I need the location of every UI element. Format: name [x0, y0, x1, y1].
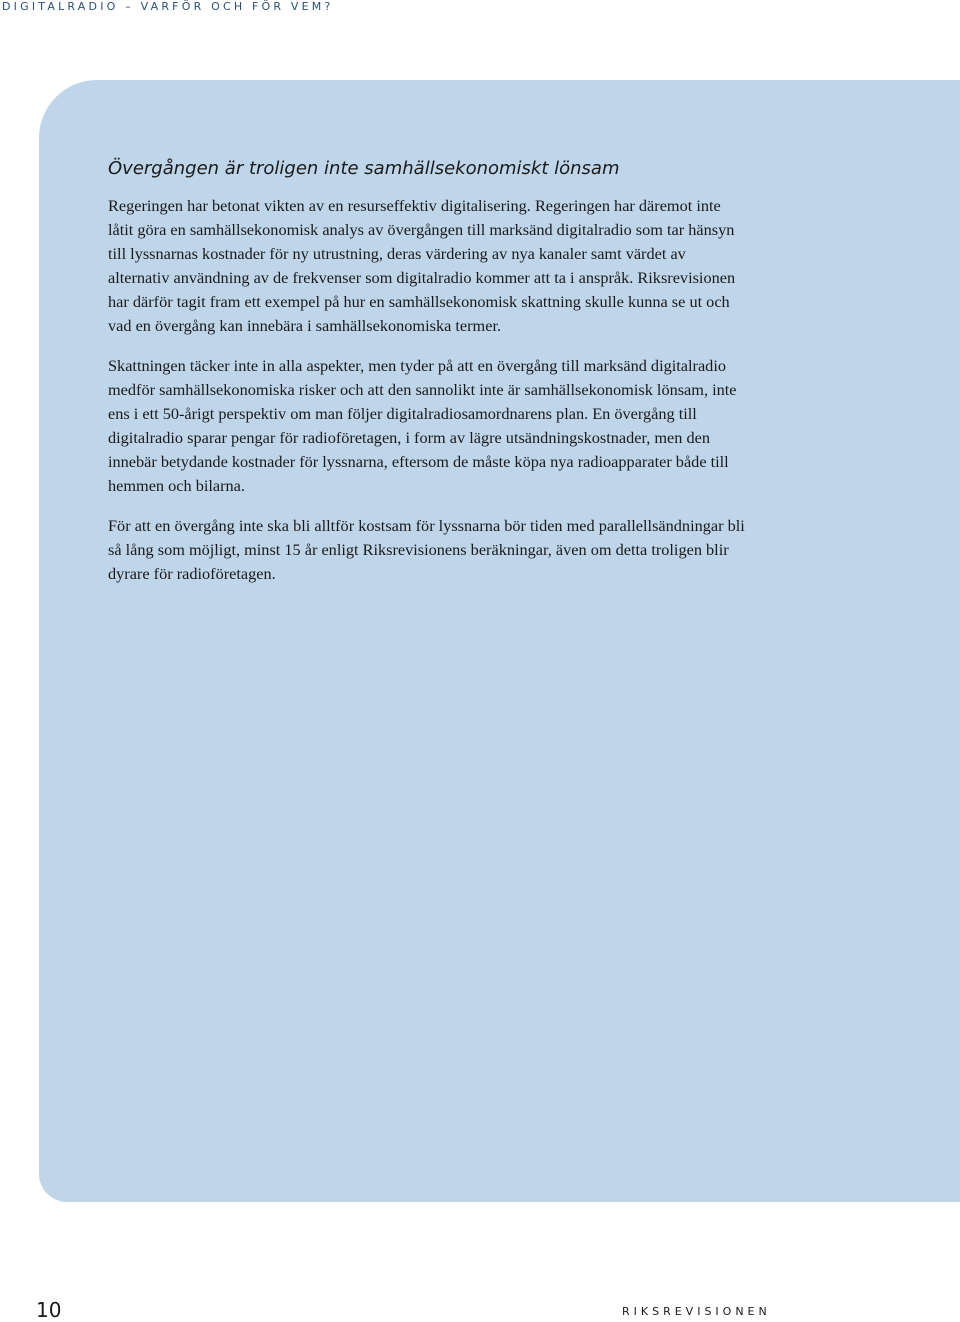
- section-heading: Övergången är troligen inte samhällsekonomiskt lönsam: [108, 158, 620, 179]
- page-number: 10: [36, 1298, 62, 1322]
- paragraph-2: Skattningen täcker inte in alla aspekter, men tyder på att en övergång till marksänd digitalradio medför samhällsekonomiska risker och att den sannolikt inte är samhällsekonomisk lönsam, inte ens i ett 50-årigt perspektiv om man följer digitalradiosamordnarens plan. En övergång till digitalradio sparar pengar för radioföretagen, i form av lägre utsändningskostnader, men den innebär betydande kostnader för lyssnarna, eftersom de måste köpa nya radioapparater både till hemmen och bilarna.: [108, 356, 737, 495]
- paragraph-3: För att en övergång inte ska bli alltför kostsam för lyssnarna bör tiden med parallellsändningar bli så lång som möjligt, minst 15 år enligt Riksrevisionens beräkningar, även om detta troligen blir dyrare för radioföretagen.: [108, 516, 745, 583]
- paragraph-1: Regeringen har betonat vikten av en resurseffektiv digitalisering. Regeringen har däremot inte låtit göra en samhällsekonomisk analys av övergången till marksänd digitalradio som tar hänsyn till lyssnarnas kostnader för ny utrustning, deras värdering av nya kanaler samt värdet av alternativ användning av de frekvenser som digitalradio kommer att ta i anspråk. Riksrevisionen har därför tagit fram ett exempel på hur en samhällsekonomisk skattning skulle kunna se ut och vad en övergång kan innebära i samhällsekonomiska termer.: [108, 196, 736, 335]
- article-content: [108, 157, 748, 602]
- footer-organization: RIKSREVISIONEN: [622, 1305, 771, 1318]
- running-header: DIGITALRADIO – VARFÖR OCH FÖR VEM?: [2, 0, 334, 13]
